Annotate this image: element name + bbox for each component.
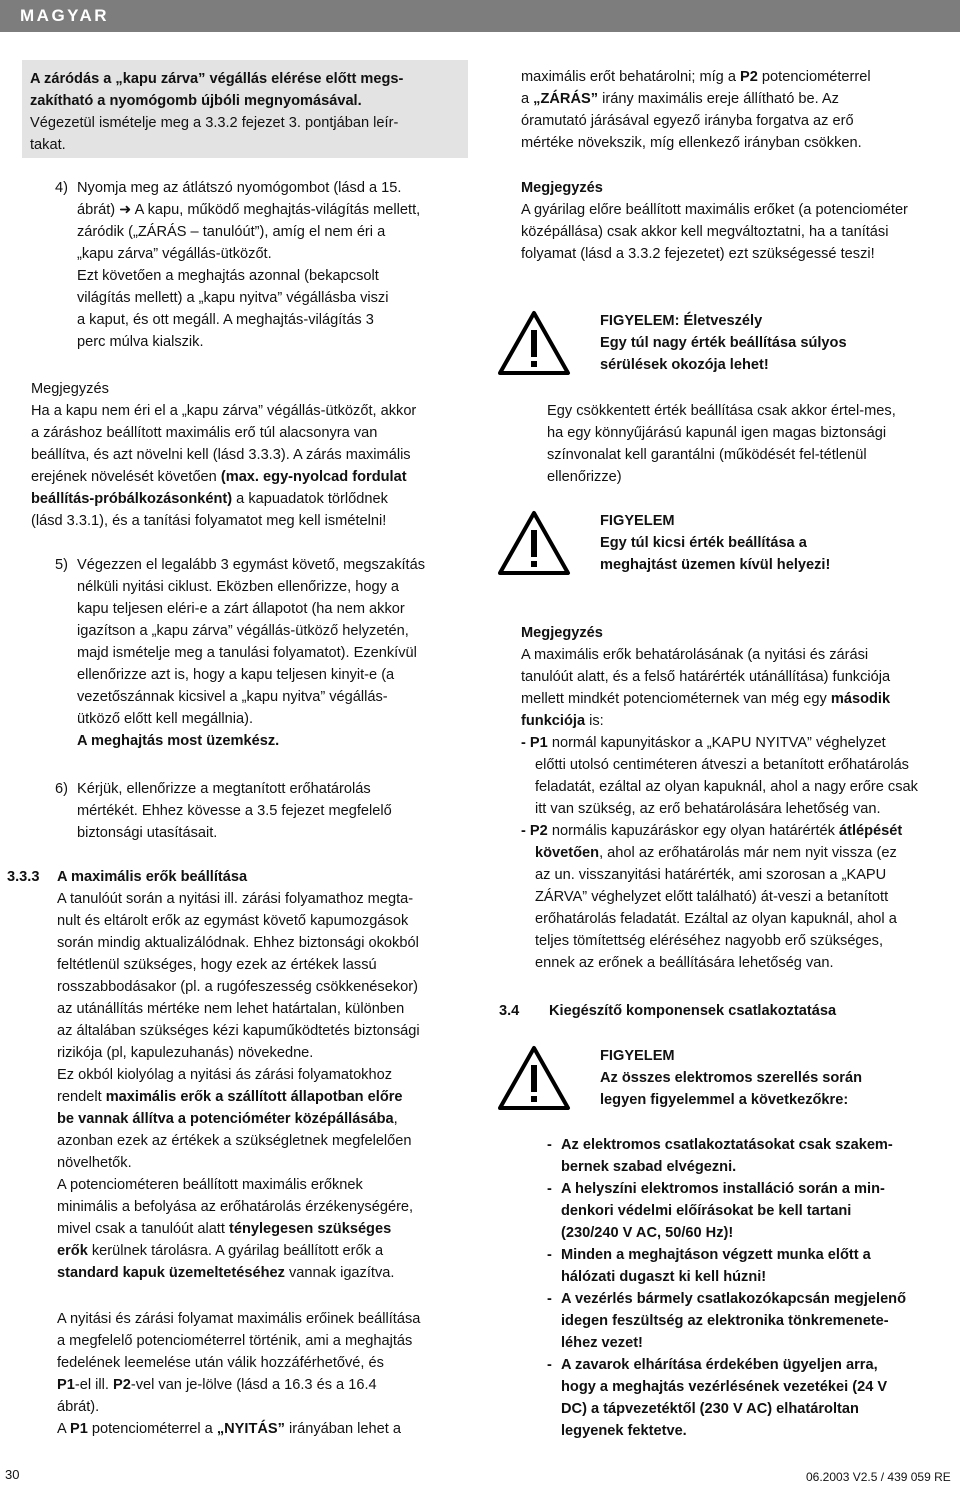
body-line: középállása) csak akkor kell megváltoztatni, ha a tanítási	[521, 224, 889, 240]
body-line: a „ZÁRÁS” irány maximális ereje állítható be. Az	[521, 91, 839, 107]
body-line: világítás mellett) a „kapu nyitva” végállásba viszi	[77, 290, 389, 306]
body-line: fedelének leemelése után válik hozzáférhetővé, és	[57, 1355, 384, 1371]
body-line: itt van szükség, az erő behatárolására lehetőség van.	[535, 801, 881, 817]
section-number: 3.4	[499, 1003, 520, 1019]
body-line: standard kapuk üzemeltetéséhez vannak igazítva.	[57, 1265, 395, 1281]
note-title: Megjegyzés	[31, 381, 109, 397]
body-line: ennek az erőnek a beállítására lehetőség van.	[535, 955, 834, 971]
body-line: A nyitási és zárási folyamat maximális erőinek beállítása	[57, 1311, 421, 1327]
note-2	[521, 177, 951, 265]
step-6	[55, 778, 475, 844]
body-line: színvonalat kell garantálni (működését fel-tétlenül	[547, 447, 867, 463]
potentiometer-paragraph	[57, 1308, 477, 1440]
bullet-line: A zavarok elhárítása érdekében ügyeljen arra,	[561, 1357, 878, 1373]
body-line: P1-el ill. P2-vel van je-lölve (lásd a 16.3 és a 16.4	[57, 1377, 377, 1393]
bullet-line: denkori védelmi előírásokat be kell tartani	[561, 1203, 852, 1219]
body-line: ZÁRVA” véghelyzet előtt található) át-veszi a betanított	[535, 889, 889, 905]
body-line: feltétlenül szükséges, hogy ezek az értékek lassú	[57, 957, 377, 973]
body-line: mellett mindkét potenciométernek van még egy második	[521, 691, 891, 707]
body-line: az általában szükséges kézi kapuműködtetés biztonsági	[57, 1023, 420, 1039]
p1-item	[521, 732, 956, 820]
page-number: 30	[5, 1467, 20, 1482]
body-line: mértékét. Ehhez kövesse a 3.5 fejezet megfelelő	[77, 803, 392, 819]
body-line: rizikója (pl, kapulezuhanás) növekedne.	[57, 1045, 314, 1061]
section-title: Kiegészítő komponensek csatlakoztatása	[549, 1003, 837, 1019]
body-line: sérülések okozója lehet!	[600, 357, 769, 373]
body-line: „kapu zárva” végállás-ütközőt.	[77, 246, 272, 262]
box-line: A záródás a „kapu zárva” végállás elérése előtt megs-	[30, 71, 404, 87]
bullet-line: bernek szabad elvégezni.	[561, 1159, 737, 1175]
body-line: funkciója is:	[521, 713, 604, 729]
body-line: igazítson a „kapu zárva” végállás-ütköző helyzetén,	[77, 623, 409, 639]
step-number: 6)	[55, 781, 68, 797]
body-line: Kérjük, ellenőrizze a megtanított erőhatárolás	[77, 781, 371, 797]
language-title: MAGYAR	[20, 6, 109, 25]
bullet-line: Minden a meghajtáson végzett munka előtt a	[561, 1247, 871, 1263]
safety-bullets	[547, 1134, 957, 1442]
note-line: beállítás-próbálkozásonként) a kapuadatok törlődnek	[31, 491, 388, 507]
body-line: Egy csökkentett érték beállítása csak akkor értel-mes,	[547, 403, 896, 419]
body-line: Egy túl kicsi érték beállítása a	[600, 535, 807, 551]
body-line: FIGYELEM: Életveszély	[600, 313, 763, 329]
highlight-box	[22, 60, 468, 158]
section-number: 3.3.3	[7, 869, 40, 885]
ready-statement: A meghajtás most üzemkész.	[77, 733, 280, 749]
step-text	[77, 177, 475, 353]
body-line: ha egy könnyűjárású kapunál igen magas biztonsági	[547, 425, 887, 441]
bullet-line: hogy a meghajtás vezérlésének vezetékei (24 V	[561, 1379, 888, 1395]
warning-1	[600, 310, 950, 376]
body-line: Az összes elektromos szerellés során	[600, 1070, 863, 1086]
warning-1-text	[547, 400, 952, 488]
bullet-line: A helyszíni elektromos installáció során a min-	[561, 1181, 885, 1197]
body-line: a megfelelő potenciométerrel történik, ami a meghajtás	[57, 1333, 413, 1349]
body-line: az un. visszanyitási határérték, ami szorosan a „KAPU	[535, 867, 887, 883]
body-line: beállítva, és azt növelni kell (lásd 3.3.3). A zárás maximális	[31, 447, 411, 463]
body-line: Egy túl nagy érték beállítása súlyos	[600, 335, 847, 351]
bullet-item	[547, 1134, 957, 1178]
bullet-item	[547, 1244, 957, 1288]
body-line: óramutató járásával egyező irányba forgatva az erő	[521, 113, 854, 129]
body-line: be vannak állítva a potencióméter középállásába,	[57, 1111, 398, 1127]
bullet-line: DC) a tápvezetéktől (230 V AC) elhatároltan	[561, 1401, 859, 1417]
warning-2	[600, 510, 950, 576]
body-line: azonban ezek az értékek a szükségletnek megfelelően	[57, 1133, 412, 1149]
note-text	[31, 400, 471, 466]
bullet-line: idegen feszültség az elektronika tönkremenete-	[561, 1313, 889, 1329]
box-text	[22, 60, 468, 156]
bullet-line: (230/240 V AC, 50/60 Hz)!	[561, 1225, 734, 1241]
body-line: maximális erőt behatárolni; míg a P2 potenciométerrel	[521, 69, 871, 85]
body-line: A P1 potenciométerrel a „NYITÁS” irányában lehet a	[57, 1421, 401, 1437]
body-line: A tanulóút során a nyitási ill. zárási folyamathoz megta-	[57, 891, 414, 907]
body-line: nélküli nyitási ciklust. Eközben ellenőrizze, hogy a	[77, 579, 400, 595]
body-line: ábrát) ➜ A kapu, működő meghajtás-világítás mellett,	[77, 202, 421, 218]
body-line: biztonsági utasításait.	[77, 825, 218, 841]
body-line: nult és eltárolt erők az egymást követő kapumozgások	[57, 913, 409, 929]
body-line: - P1 normál kapunyitáskor a „KAPU NYITVA” véghelyzet	[521, 735, 886, 751]
note-title: Megjegyzés	[521, 180, 603, 196]
bullet-item	[547, 1178, 957, 1244]
bullet-line: hálózati dugaszt ki kell húzni!	[561, 1269, 767, 1285]
body-line: perc múlva kialszik.	[77, 334, 204, 350]
bullet-dash: -	[547, 1181, 552, 1197]
body-line: vezetőszánnak kicsivel a „kapu nyitva” végállás-	[77, 689, 388, 705]
body-line: erők kerülnek tárolásra. A gyárilag beállított erők a	[57, 1243, 384, 1259]
bullet-line: Az elektromos csatlakoztatásokat csak szakem-	[561, 1137, 893, 1153]
warning-triangle-icon	[497, 1045, 571, 1111]
body-line: ellenőrizze azt is, hogy a kapu teljesen kinyit-e (a	[77, 667, 395, 683]
bullet-dash: -	[547, 1357, 552, 1373]
note-title: Megjegyzés	[521, 625, 603, 641]
body-line: tanulóút alatt, és a felső határérték utánállítása) funkciója	[521, 669, 891, 685]
body-line: Nyomja meg az átlátszó nyomógombot (lásd a 15.	[77, 180, 402, 196]
right-top-paragraph	[521, 66, 951, 154]
step-text	[77, 778, 475, 844]
body-line: mértéke növekszik, míg ellenkező irányban csökken.	[521, 135, 862, 151]
body-line: záródik („ZÁRÁS – tanulóút”), amíg el nem éri a	[77, 224, 386, 240]
body-line: meghajtást üzemen kívül helyezi!	[600, 557, 831, 573]
body-line: rendelt maximális erők a szállított állapotban előre	[57, 1089, 403, 1105]
body-line: az utánállítás mértéke nem lehet határtalan, különben	[57, 1001, 405, 1017]
body-line: a záráshoz beállított maximális erő túl alacsonyra van	[31, 425, 378, 441]
body-line: ellenőrizze)	[547, 469, 622, 485]
warning-3	[600, 1045, 950, 1111]
body-line: teljes tömítettség eléréséhez nagyobb erő szükséges,	[535, 933, 884, 949]
body-line: Ez okból kiolyólag a nyitási ás zárási folyamatokhoz	[57, 1067, 393, 1083]
step-number: 5)	[55, 557, 68, 573]
bullet-dash: -	[547, 1291, 552, 1307]
note-line: erejének növelését követően (max. egy-nyolcad fordulat	[31, 469, 407, 485]
body-line: erőhatárolás feladatát. Ezáltal az olyan kapuknál, ahol a	[535, 911, 897, 927]
body-line: ütköző előtt kell megállnia).	[77, 711, 254, 727]
body-line: legyen figyelemmel a következőkre:	[600, 1092, 849, 1108]
bullet-item	[547, 1288, 957, 1354]
warning-triangle-icon	[497, 310, 571, 376]
language-header	[0, 0, 960, 32]
box-line: Végezetül ismételje meg a 3.3.2 fejezet 3. pontjában leír-	[30, 115, 399, 131]
section-title: A maximális erők beállítása	[57, 869, 248, 885]
step-5	[55, 554, 475, 752]
p2-item	[521, 820, 956, 974]
bullet-dash: -	[547, 1247, 552, 1263]
section-3-3-3-body	[57, 888, 477, 1284]
body-line: FIGYELEM	[600, 513, 675, 529]
step-text	[77, 554, 475, 752]
bullet-line: A vezérlés bármely csatlakozókapcsán megjelenő	[561, 1291, 907, 1307]
bullet-line: léhez vezet!	[561, 1335, 643, 1351]
body-line: A maximális erők behatárolásának (a nyitási és zárási	[521, 647, 869, 663]
body-line: a kaput, és ott megáll. A meghajtás-világítás 3	[77, 312, 374, 328]
body-line: ábrát).	[57, 1399, 100, 1415]
body-line: Végezzen el legalább 3 egymást követő, megszakítás	[77, 557, 426, 573]
body-line: előtti utolsó centiméteren átveszi a betanított erőhatárolás	[535, 757, 909, 773]
bullet-dash: -	[547, 1137, 552, 1153]
warning-triangle-icon	[497, 510, 571, 576]
body-line: rosszabbodásakor (pl. a rugófeszesség csökkenésekor)	[57, 979, 418, 995]
note-line: (lásd 3.3.1), és a tanítási folyamatot meg kell ismételni!	[31, 513, 387, 529]
step-number: 4)	[55, 180, 68, 196]
step-4	[55, 177, 475, 353]
body-line: Ezt követően a meghajtás azonnal (bekapcsolt	[77, 268, 379, 284]
body-line: feladatát, ezáltal az olyan kapuknál, ahol a nagy erőre csak	[535, 779, 918, 795]
body-line: folyamat (lásd a 3.3.2 fejezetet) ezt szükségessé teszi!	[521, 246, 875, 262]
body-line: kapu teljesen eléri-e a zárt állapotot (ha nem akkor	[77, 601, 405, 617]
bullet-item	[547, 1354, 957, 1442]
body-line: - P2 normális kapuzáráskor egy olyan határérték átlépését	[521, 823, 903, 839]
body-line: FIGYELEM	[600, 1048, 675, 1064]
body-line: Ha a kapu nem éri el a „kapu zárva” végállás-ütközőt, akkor	[31, 403, 417, 419]
body-line: mivel csak a tanulóút alatt ténylegesen szükséges	[57, 1221, 392, 1237]
body-line: A gyárilag előre beállított maximális erőket (a potenciométer	[521, 202, 908, 218]
body-line: A potenciométeren beállított maximális erőknek	[57, 1177, 363, 1193]
body-line: majd ismételje meg a tanulási folyamatot). Ezenkívül	[77, 645, 417, 661]
box-line: zakítható a nyomógomb újbóli megnyomásával.	[30, 93, 362, 109]
body-line: során mindig aktualizálódnak. Ehhez biztonsági okokból	[57, 935, 419, 951]
body-line: növelhetők.	[57, 1155, 132, 1171]
box-line: takat.	[30, 137, 66, 153]
note-1	[31, 378, 471, 532]
body-line: minimális a befolyása az erőhatárolás érzékenységére,	[57, 1199, 414, 1215]
bullet-line: legyenek fektetve.	[561, 1423, 687, 1439]
document-code: 06.2003 V2.5 / 439 059 RE	[806, 1470, 951, 1484]
body-line: követően, ahol az erőhatárolás már nem nyit vissza (ez	[535, 845, 897, 861]
note-3	[521, 622, 956, 974]
